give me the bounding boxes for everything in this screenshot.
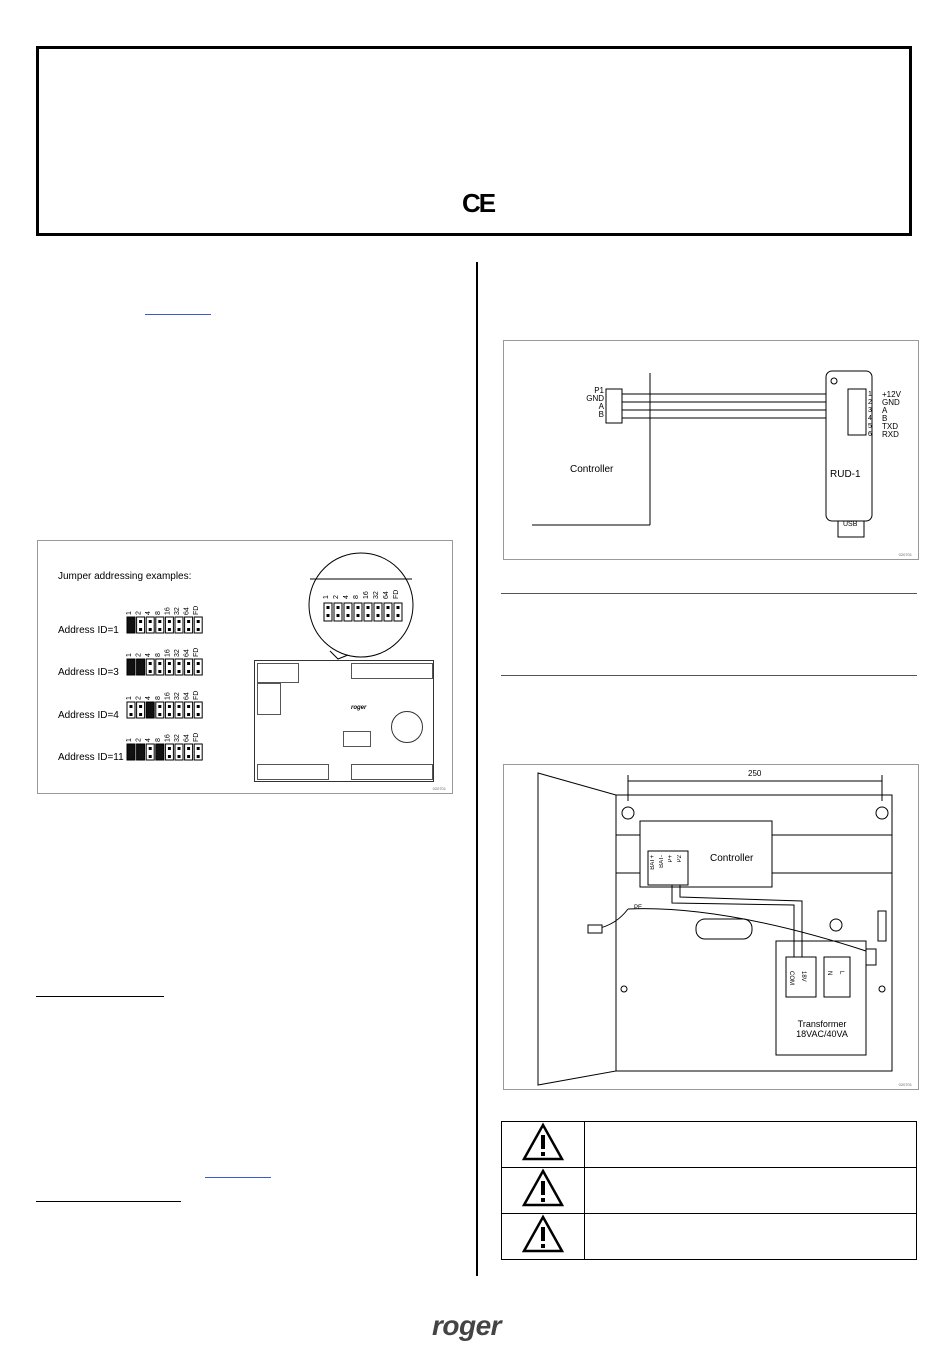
magnifier-jumper-pin bbox=[397, 606, 400, 609]
jumper-pin bbox=[130, 705, 133, 708]
pin-label: B bbox=[598, 410, 604, 419]
pin-label: GND bbox=[882, 398, 900, 407]
jumper-pin bbox=[149, 747, 152, 750]
jumper-weight-label: 4 bbox=[145, 696, 153, 700]
jumper-weight-label: 1 bbox=[126, 696, 133, 700]
magnifier-jumper-pin bbox=[337, 614, 340, 617]
jumper-weight-label: 8 bbox=[154, 696, 162, 700]
jumper-weight-label: 2 bbox=[135, 611, 143, 615]
magnifier-jumper-pin bbox=[357, 614, 360, 617]
warning-icon-cell bbox=[502, 1168, 585, 1214]
warning-row bbox=[502, 1214, 917, 1260]
board-brand: roger bbox=[351, 705, 367, 711]
pin-label: A bbox=[598, 402, 604, 411]
jumper-pin bbox=[168, 705, 171, 708]
jumper-weight-label: FD bbox=[193, 732, 201, 742]
magnifier-jumper bbox=[374, 603, 382, 621]
magnifier-jumper bbox=[334, 603, 342, 621]
hyperlink-1[interactable] bbox=[145, 314, 211, 315]
column-divider bbox=[476, 262, 478, 1276]
pin-label: B bbox=[882, 414, 888, 423]
magnifier-jumper-pin bbox=[387, 614, 390, 617]
warning-icon bbox=[521, 1122, 565, 1162]
pin-label: P1 bbox=[594, 386, 604, 395]
jumper-weight-label: 32 bbox=[174, 607, 181, 615]
controller-label: Controller bbox=[570, 464, 614, 475]
jumper-weight-label: 2 bbox=[135, 696, 143, 700]
jumper-pin bbox=[197, 662, 200, 665]
jumper-pin bbox=[178, 747, 181, 750]
jumper-pin bbox=[178, 670, 181, 673]
pin-number: 3 bbox=[868, 407, 872, 414]
magnifier-jumper-pin bbox=[367, 614, 370, 617]
magnifier-weight-label: FD bbox=[393, 589, 400, 599]
jumper-pin bbox=[187, 755, 190, 758]
magnifier-jumper bbox=[394, 603, 402, 621]
pin-number: 5 bbox=[868, 423, 872, 430]
jumper-pin bbox=[139, 628, 142, 631]
section-underline-2 bbox=[36, 1201, 181, 1202]
pin-number-column bbox=[868, 391, 872, 439]
jumper-pin bbox=[178, 705, 181, 708]
jumper-weight-label: FD bbox=[193, 690, 201, 700]
magnifier-weight-label: 1 bbox=[323, 595, 330, 599]
rud1-connection-figure bbox=[503, 340, 919, 560]
board-terminal-bottom-right bbox=[351, 764, 433, 780]
jumper-weight-label: 32 bbox=[174, 649, 181, 657]
section-underline-1 bbox=[36, 996, 164, 997]
jumper-pin bbox=[197, 705, 200, 708]
transformer-label-line1: Transformer bbox=[797, 1019, 847, 1029]
magnifier-jumper-pin bbox=[337, 606, 340, 609]
board-terminal-bottom-left bbox=[257, 764, 329, 780]
jumper-weight-label: 8 bbox=[154, 611, 162, 615]
jumper-weight-label: 16 bbox=[164, 649, 172, 657]
jumper-on bbox=[127, 617, 135, 633]
jumper-pin bbox=[168, 670, 171, 673]
jumper-weight-label: 64 bbox=[183, 692, 191, 700]
jumper-pin bbox=[168, 620, 171, 623]
jumper-pin bbox=[187, 747, 190, 750]
warning-icon bbox=[521, 1168, 565, 1208]
hyperlink-2[interactable] bbox=[205, 1177, 271, 1178]
jumper-on bbox=[156, 744, 164, 760]
pin-number: 1 bbox=[868, 391, 872, 398]
jumper-weight-label: 1 bbox=[126, 653, 133, 657]
jumper-pin bbox=[158, 628, 161, 631]
device-label: RUD-1 bbox=[830, 469, 861, 480]
jumper-weight-label: 64 bbox=[183, 649, 191, 657]
jumper-pin bbox=[139, 620, 142, 623]
jumper-weight-label: 64 bbox=[183, 734, 191, 742]
magnifier-jumper-pin bbox=[377, 606, 380, 609]
warning-text bbox=[585, 1168, 917, 1214]
rud1-diagram bbox=[504, 341, 920, 561]
jumper-addressing-figure bbox=[37, 540, 453, 794]
jumper-pin bbox=[187, 713, 190, 716]
jumper-weight-label: 64 bbox=[183, 607, 191, 615]
jumper-pin bbox=[168, 713, 171, 716]
jumper-weight-label: 4 bbox=[145, 738, 153, 742]
jumper-pin bbox=[178, 713, 181, 716]
jumper-on bbox=[127, 659, 135, 675]
jumper-pin bbox=[197, 670, 200, 673]
warning-row bbox=[502, 1122, 917, 1168]
magnifier-weight-label: 4 bbox=[343, 595, 350, 599]
jumper-pin bbox=[178, 755, 181, 758]
jumper-pin bbox=[149, 670, 152, 673]
jumper-pin bbox=[197, 755, 200, 758]
footer-logo: roger bbox=[432, 1310, 502, 1341]
jumper-pin bbox=[139, 713, 142, 716]
jumper-on bbox=[137, 744, 145, 760]
board-chip bbox=[343, 731, 371, 747]
enclosure-diagram bbox=[504, 765, 920, 1091]
jumper-weight-label: 1 bbox=[126, 611, 133, 615]
jumper-pin bbox=[130, 713, 133, 716]
pin-label: +12V bbox=[882, 390, 901, 399]
jumper-pin bbox=[187, 662, 190, 665]
magnifier-jumper-pin bbox=[347, 614, 350, 617]
magnifier-weight-label: 64 bbox=[383, 591, 390, 599]
warning-text bbox=[585, 1122, 917, 1168]
left-pin-labels bbox=[586, 387, 604, 419]
rule-2 bbox=[501, 675, 917, 676]
warning-icon-cell bbox=[502, 1214, 585, 1260]
jumper-weight-label: 8 bbox=[154, 738, 162, 742]
jumper-pin bbox=[197, 628, 200, 631]
magnifier-jumper-pin bbox=[397, 614, 400, 617]
jumper-weight-label: FD bbox=[193, 605, 201, 615]
jumper-pin bbox=[139, 705, 142, 708]
magnifier-jumper-pin bbox=[377, 614, 380, 617]
jumper-pin bbox=[158, 713, 161, 716]
magnifier-jumper-pin bbox=[347, 606, 350, 609]
jumper-pin bbox=[187, 705, 190, 708]
transformer-terminal-label: N bbox=[826, 971, 832, 976]
pin-label: A bbox=[882, 406, 888, 415]
jumper-on bbox=[127, 744, 135, 760]
figure-code: 020701 bbox=[432, 786, 446, 791]
address-label: Address ID=1 bbox=[58, 625, 119, 636]
jumper-weight-label: 1 bbox=[126, 738, 133, 742]
jumper-pin bbox=[168, 662, 171, 665]
magnifier-jumper bbox=[384, 603, 392, 621]
jumper-pin bbox=[187, 628, 190, 631]
controller-board bbox=[254, 660, 434, 782]
address-label: Address ID=11 bbox=[58, 752, 124, 763]
pin-label: TXD bbox=[882, 422, 898, 431]
rule-1 bbox=[501, 593, 917, 594]
board-dip-switch bbox=[391, 711, 423, 743]
magnifier-weight-label: 32 bbox=[373, 591, 380, 599]
dimension-label: 250 bbox=[748, 769, 762, 778]
jumper-pin bbox=[197, 747, 200, 750]
jumper-pin bbox=[168, 755, 171, 758]
magnifier-jumper bbox=[324, 603, 332, 621]
ce-mark: CE bbox=[462, 188, 495, 218]
terminal-label: P+ bbox=[668, 855, 674, 863]
board-terminal-top bbox=[351, 663, 433, 679]
warning-icon bbox=[521, 1214, 565, 1254]
pin-number: 4 bbox=[868, 415, 872, 422]
jumper-pin bbox=[168, 747, 171, 750]
jumper-pin bbox=[149, 755, 152, 758]
transformer-terminal-label: L bbox=[838, 971, 844, 975]
right-pin-labels bbox=[882, 391, 901, 439]
transformer-label-line2: 18VAC/40VA bbox=[796, 1029, 848, 1039]
warning-row bbox=[502, 1168, 917, 1214]
jumper-weight-label: 16 bbox=[164, 607, 172, 615]
transformer-label bbox=[782, 1019, 862, 1039]
board-component bbox=[257, 683, 281, 715]
jumper-on bbox=[137, 659, 145, 675]
transformer-terminal-label: 18V bbox=[800, 971, 806, 982]
magnifier-weight-label: 16 bbox=[363, 591, 370, 599]
jumper-pin bbox=[149, 620, 152, 623]
jumper-on bbox=[146, 702, 154, 718]
pin-label: RXD bbox=[882, 430, 899, 439]
terminal-label: BAT- bbox=[659, 855, 665, 868]
jumper-pin bbox=[178, 620, 181, 623]
jumper-weight-label: 32 bbox=[174, 734, 181, 742]
jumper-weight-label: 16 bbox=[164, 734, 172, 742]
jumper-weight-label: FD bbox=[193, 647, 201, 657]
magnifier-jumper-pin bbox=[357, 606, 360, 609]
magnifier-weight-label: 8 bbox=[353, 595, 360, 599]
address-label: Address ID=3 bbox=[58, 667, 119, 678]
pe-label: PE bbox=[634, 905, 643, 911]
jumper-pin bbox=[149, 628, 152, 631]
jumper-pin bbox=[187, 620, 190, 623]
jumper-pin bbox=[158, 620, 161, 623]
jumper-weight-label: 32 bbox=[174, 692, 181, 700]
figure-code: 020701 bbox=[898, 1082, 912, 1087]
jumper-pin bbox=[187, 670, 190, 673]
figure-title: Jumper addressing examples: bbox=[58, 571, 192, 582]
jumper-pin bbox=[158, 705, 161, 708]
terminal-label: BAT+ bbox=[650, 855, 656, 870]
jumper-weight-label: 2 bbox=[135, 738, 143, 742]
jumper-weight-label: 2 bbox=[135, 653, 143, 657]
jumper-pin bbox=[158, 670, 161, 673]
jumper-pin bbox=[197, 713, 200, 716]
board-relay bbox=[257, 663, 299, 683]
jumper-weight-label: 16 bbox=[164, 692, 172, 700]
jumper-pin bbox=[149, 662, 152, 665]
address-label: Address ID=4 bbox=[58, 710, 119, 721]
usb-label: USB bbox=[843, 521, 858, 528]
jumper-pin bbox=[178, 662, 181, 665]
jumper-pin bbox=[178, 628, 181, 631]
enclosure-figure bbox=[503, 764, 919, 1090]
jumper-pin bbox=[168, 628, 171, 631]
magnifier-jumper bbox=[344, 603, 352, 621]
warnings-table bbox=[501, 1121, 917, 1260]
transformer-terminal-label: COM bbox=[788, 971, 794, 985]
magnifier-jumper-pin bbox=[327, 606, 330, 609]
magnifier-weight-label: 2 bbox=[333, 595, 340, 599]
pin-number: 6 bbox=[868, 431, 872, 438]
pin-number: 2 bbox=[868, 399, 872, 406]
jumper-weight-label: 4 bbox=[145, 611, 153, 615]
jumper-pin bbox=[158, 662, 161, 665]
jumper-pin bbox=[197, 620, 200, 623]
magnifier-jumper bbox=[354, 603, 362, 621]
controller-label: Controller bbox=[710, 853, 754, 864]
jumper-weight-label: 4 bbox=[145, 653, 153, 657]
magnifier-jumper-pin bbox=[367, 606, 370, 609]
magnifier-jumper-pin bbox=[387, 606, 390, 609]
magnifier-jumper bbox=[364, 603, 372, 621]
pin-label: GND bbox=[586, 394, 604, 403]
terminal-label: P2 bbox=[677, 855, 683, 863]
figure-code: 020701 bbox=[898, 552, 912, 557]
magnifier-jumper-pin bbox=[327, 614, 330, 617]
warning-icon-cell bbox=[502, 1122, 585, 1168]
warning-text bbox=[585, 1214, 917, 1260]
jumper-weight-label: 8 bbox=[154, 653, 162, 657]
